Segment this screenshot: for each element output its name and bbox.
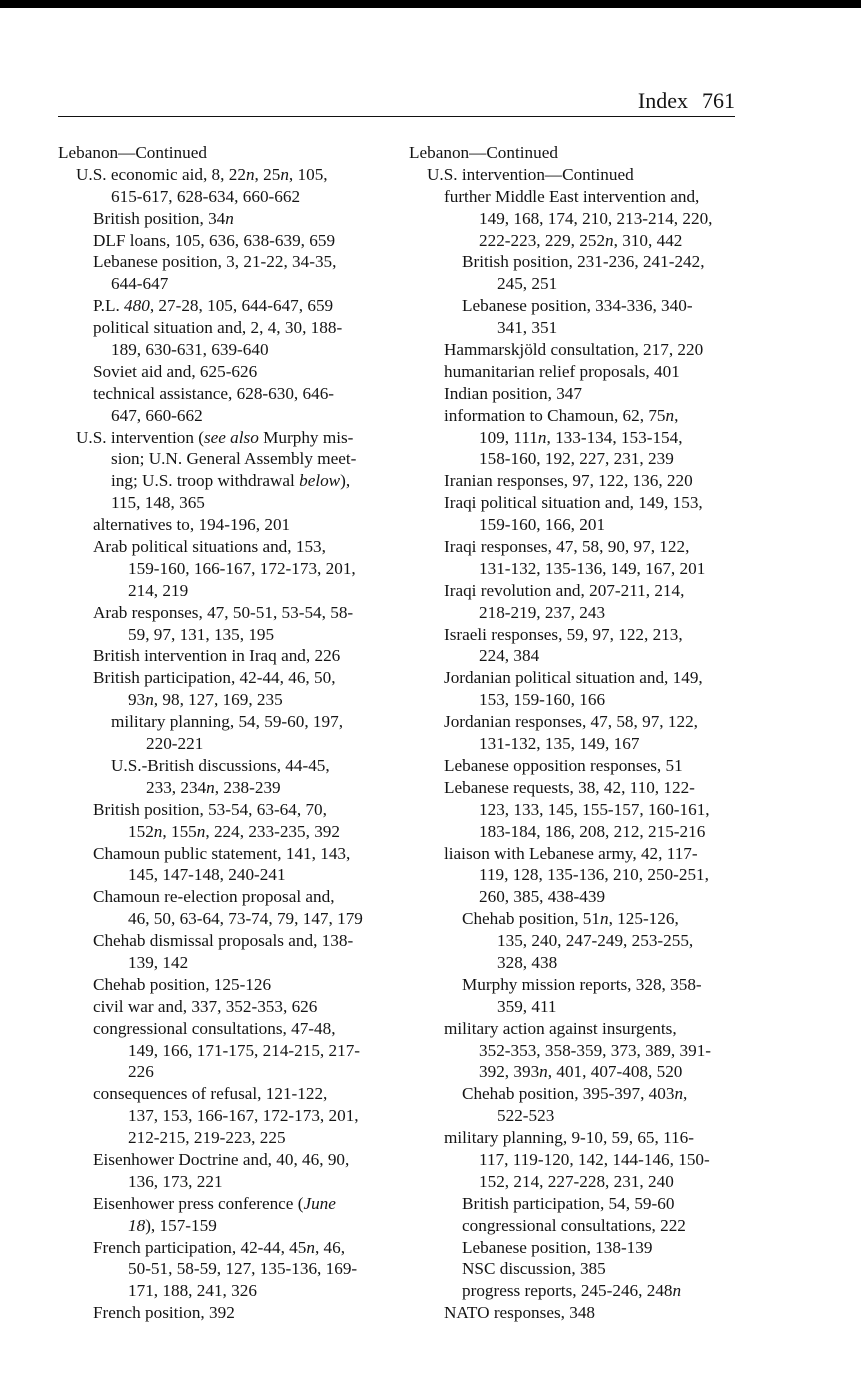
index-entry-line: Chehab position, 125-126: [93, 974, 272, 994]
index-entry-line: Indian position, 347: [444, 383, 582, 403]
index-entry-line: 152n, 155n, 224, 233-235, 392: [128, 821, 340, 841]
index-entry-line: 222-223, 229, 252n, 310, 442: [479, 230, 683, 250]
index-entry-line: 149, 168, 174, 210, 213-214, 220,: [479, 208, 713, 228]
index-entry-line: Lebanese position, 138-139: [462, 1237, 653, 1257]
index-entry-line: 59, 97, 131, 135, 195: [128, 624, 275, 644]
index-entry-line: ing; U.S. troop withdrawal below),: [111, 471, 351, 491]
index-entry-line: Iraqi revolution and, 207-211, 214,: [444, 580, 685, 600]
index-entry-line: Chehab position, 51n, 125-126,: [462, 909, 679, 929]
index-entry-line: alternatives to, 194-196, 201: [93, 515, 291, 535]
index-entry-line: Soviet aid and, 625-626: [93, 361, 258, 381]
index-entry-line: Chehab position, 395-397, 403n,: [462, 1084, 688, 1104]
index-entry-line: 224, 384: [479, 646, 540, 666]
index-entry-line: 131-132, 135-136, 149, 167, 201: [479, 558, 706, 578]
index-entry-line: 136, 173, 221: [128, 1171, 223, 1191]
index-entry-line: 189, 630-631, 639-640: [111, 340, 269, 360]
index-entry-line: 159-160, 166, 201: [479, 515, 606, 535]
index-entry-line: 522-523: [497, 1106, 555, 1126]
index-entry-line: NATO responses, 348: [444, 1303, 596, 1323]
index-entry-line: technical assistance, 628-630, 646-: [93, 383, 335, 403]
index-entry-line: Murphy mission reports, 328, 358-: [462, 974, 702, 994]
index-entry-line: Jordanian political situation and, 149,: [444, 668, 703, 688]
index-entry-line: military action against insurgents,: [444, 1018, 677, 1038]
index-entry-line: 212-215, 219-223, 225: [128, 1128, 286, 1148]
index-entry-line: British participation, 42-44, 46, 50,: [93, 668, 336, 688]
index-entry-line: Lebanese position, 334-336, 340-: [462, 296, 693, 316]
index-entry-line: political situation and, 2, 4, 30, 188-: [93, 318, 343, 338]
index-entry-line: Arab political situations and, 153,: [93, 537, 326, 557]
index-entry-line: 328, 438: [497, 952, 558, 972]
index-entry-line: 109, 111n, 133-134, 153-154,: [479, 427, 683, 447]
index-entry-line: Hammarskjöld consultation, 217, 220: [444, 340, 704, 360]
index-entry-line: NSC discussion, 385: [462, 1259, 606, 1279]
index-entry-line: Iraqi political situation and, 149, 153,: [444, 493, 703, 513]
index-entry-line: 145, 147-148, 240-241: [128, 865, 286, 885]
index-entry-line: Eisenhower press conference (June: [93, 1193, 336, 1213]
index-entry-line: 226: [128, 1062, 154, 1082]
index-entry-line: 392, 393n, 401, 407-408, 520: [479, 1062, 683, 1082]
index-entry-line: Chamoun public statement, 141, 143,: [93, 843, 351, 863]
index-entry-line: 233, 234n, 238-239: [146, 777, 281, 797]
index-entry-line: 171, 188, 241, 326: [128, 1281, 257, 1301]
index-entry-line: further Middle East intervention and,: [444, 186, 700, 206]
index-entry-line: 50-51, 58-59, 127, 135-136, 169-: [128, 1259, 358, 1279]
index-entry-line: 149, 166, 171-175, 214-215, 217-: [128, 1040, 361, 1060]
index-entry-line: 214, 219: [128, 580, 189, 600]
index-entry-line: 153, 159-160, 166: [479, 690, 606, 710]
index-entry-line: 615-617, 628-634, 660-662: [111, 186, 301, 206]
index-entry-line: Lebanese position, 3, 21-22, 34-35,: [93, 252, 337, 272]
index-entry-line: 183-184, 186, 208, 212, 215-216: [479, 821, 706, 841]
index-entry-line: Chamoun re-election proposal and,: [93, 887, 335, 907]
index-entry-line: military planning, 9-10, 59, 65, 116-: [444, 1128, 694, 1148]
index-entry-line: 260, 385, 438-439: [479, 887, 606, 907]
index-entry-line: 137, 153, 166-167, 172-173, 201,: [128, 1106, 359, 1126]
index-entry-line: 18), 157-159: [128, 1215, 217, 1235]
top-edge-band: [0, 0, 861, 8]
index-entry-line: 218-219, 237, 243: [479, 602, 606, 622]
index-entry-line: U.S. economic aid, 8, 22n, 25n, 105,: [76, 164, 328, 184]
index-entry-line: Israeli responses, 59, 97, 122, 213,: [444, 624, 683, 644]
index-entry-line: 152, 214, 227-228, 231, 240: [479, 1171, 674, 1191]
index-entry-line: congressional consultations, 222: [462, 1215, 686, 1235]
index-entry-line: Lebanese requests, 38, 42, 110, 122-: [444, 777, 695, 797]
index-entry-line: Lebanese opposition responses, 51: [444, 755, 683, 775]
index-entry-line: British position, 53-54, 63-64, 70,: [93, 799, 327, 819]
index-entry-line: Lebanon—Continued: [58, 143, 207, 162]
index-entry-line: British position, 231-236, 241-242,: [462, 252, 705, 272]
index-entry-line: information to Chamoun, 62, 75n,: [444, 405, 679, 425]
index-entry-line: Arab responses, 47, 50-51, 53-54, 58-: [93, 602, 354, 622]
index-entry-line: 220-221: [146, 734, 204, 754]
index-entry-line: 644-647: [111, 274, 169, 294]
index-column-right: [409, 142, 749, 1324]
index-entry-line: 117, 119-120, 142, 144-146, 150-: [479, 1149, 710, 1169]
index-entry-line: 158-160, 192, 227, 231, 239: [479, 449, 674, 469]
index-entry-line: 135, 240, 247-249, 253-255,: [497, 931, 694, 951]
index-column-left: [58, 142, 403, 1324]
running-header: [58, 88, 735, 117]
index-entry-line: U.S. intervention—Continued: [427, 164, 634, 184]
index-entry-line: British position, 34n: [93, 208, 234, 228]
index-entry-line: 131-132, 135, 149, 167: [479, 734, 640, 754]
index-entry-line: liaison with Lebanese army, 42, 117-: [444, 843, 698, 863]
index-entry-line: 159-160, 166-167, 172-173, 201,: [128, 558, 356, 578]
index-entry-line: 123, 133, 145, 155-157, 160-161,: [479, 799, 710, 819]
index-entry-line: 359, 411: [497, 996, 557, 1016]
index-entry-line: humanitarian relief proposals, 401: [444, 361, 680, 381]
index-entry-line: progress reports, 245-246, 248n: [462, 1281, 682, 1301]
index-entry-line: P.L. 480, 27-28, 105, 644-647, 659: [93, 296, 334, 316]
index-entry-line: Iraqi responses, 47, 58, 90, 97, 122,: [444, 537, 690, 557]
index-entry-line: military planning, 54, 59-60, 197,: [111, 712, 344, 732]
section-title: Index: [637, 88, 688, 113]
index-entry-line: DLF loans, 105, 636, 638-639, 659: [93, 230, 336, 250]
index-entry-line: 115, 148, 365: [111, 493, 205, 513]
index-entry-line: Jordanian responses, 47, 58, 97, 122,: [444, 712, 698, 732]
index-entry-line: British intervention in Iraq and, 226: [93, 646, 341, 666]
index-entry-line: 341, 351: [497, 318, 558, 338]
page-number: 761: [702, 88, 735, 113]
index-entry-line: civil war and, 337, 352-353, 626: [93, 996, 318, 1016]
index-entry-line: 352-353, 358-359, 373, 389, 391-: [479, 1040, 712, 1060]
index-entry-line: U.S.-British discussions, 44-45,: [111, 755, 330, 775]
index-entry-line: 46, 50, 63-64, 73-74, 79, 147, 179: [128, 909, 363, 929]
index-entry-line: Eisenhower Doctrine and, 40, 46, 90,: [93, 1149, 350, 1169]
index-entry-line: 245, 251: [497, 274, 558, 294]
index-entry-line: 647, 660-662: [111, 405, 203, 425]
index-entry-line: congressional consultations, 47-48,: [93, 1018, 336, 1038]
index-entry-line: Chehab dismissal proposals and, 138-: [93, 931, 354, 951]
index-entry-line: British participation, 54, 59-60: [462, 1193, 675, 1213]
index-entry-line: Iranian responses, 97, 122, 136, 220: [444, 471, 693, 491]
index-entry-line: 139, 142: [128, 952, 189, 972]
index-entry-line: Lebanon—Continued: [409, 143, 558, 162]
index-entry-line: 119, 128, 135-136, 210, 250-251,: [479, 865, 709, 885]
index-entry-line: sion; U.N. General Assembly meet-: [111, 449, 357, 469]
index-entry-line: 93n, 98, 127, 169, 235: [128, 690, 283, 710]
index-entry-line: U.S. intervention (see also Murphy mis-: [76, 427, 354, 447]
index-entry-line: French position, 392: [93, 1303, 235, 1323]
index-entry-line: French participation, 42-44, 45n, 46,: [93, 1237, 346, 1257]
index-entry-line: consequences of refusal, 121-122,: [93, 1084, 328, 1104]
header-text: [638, 88, 735, 114]
